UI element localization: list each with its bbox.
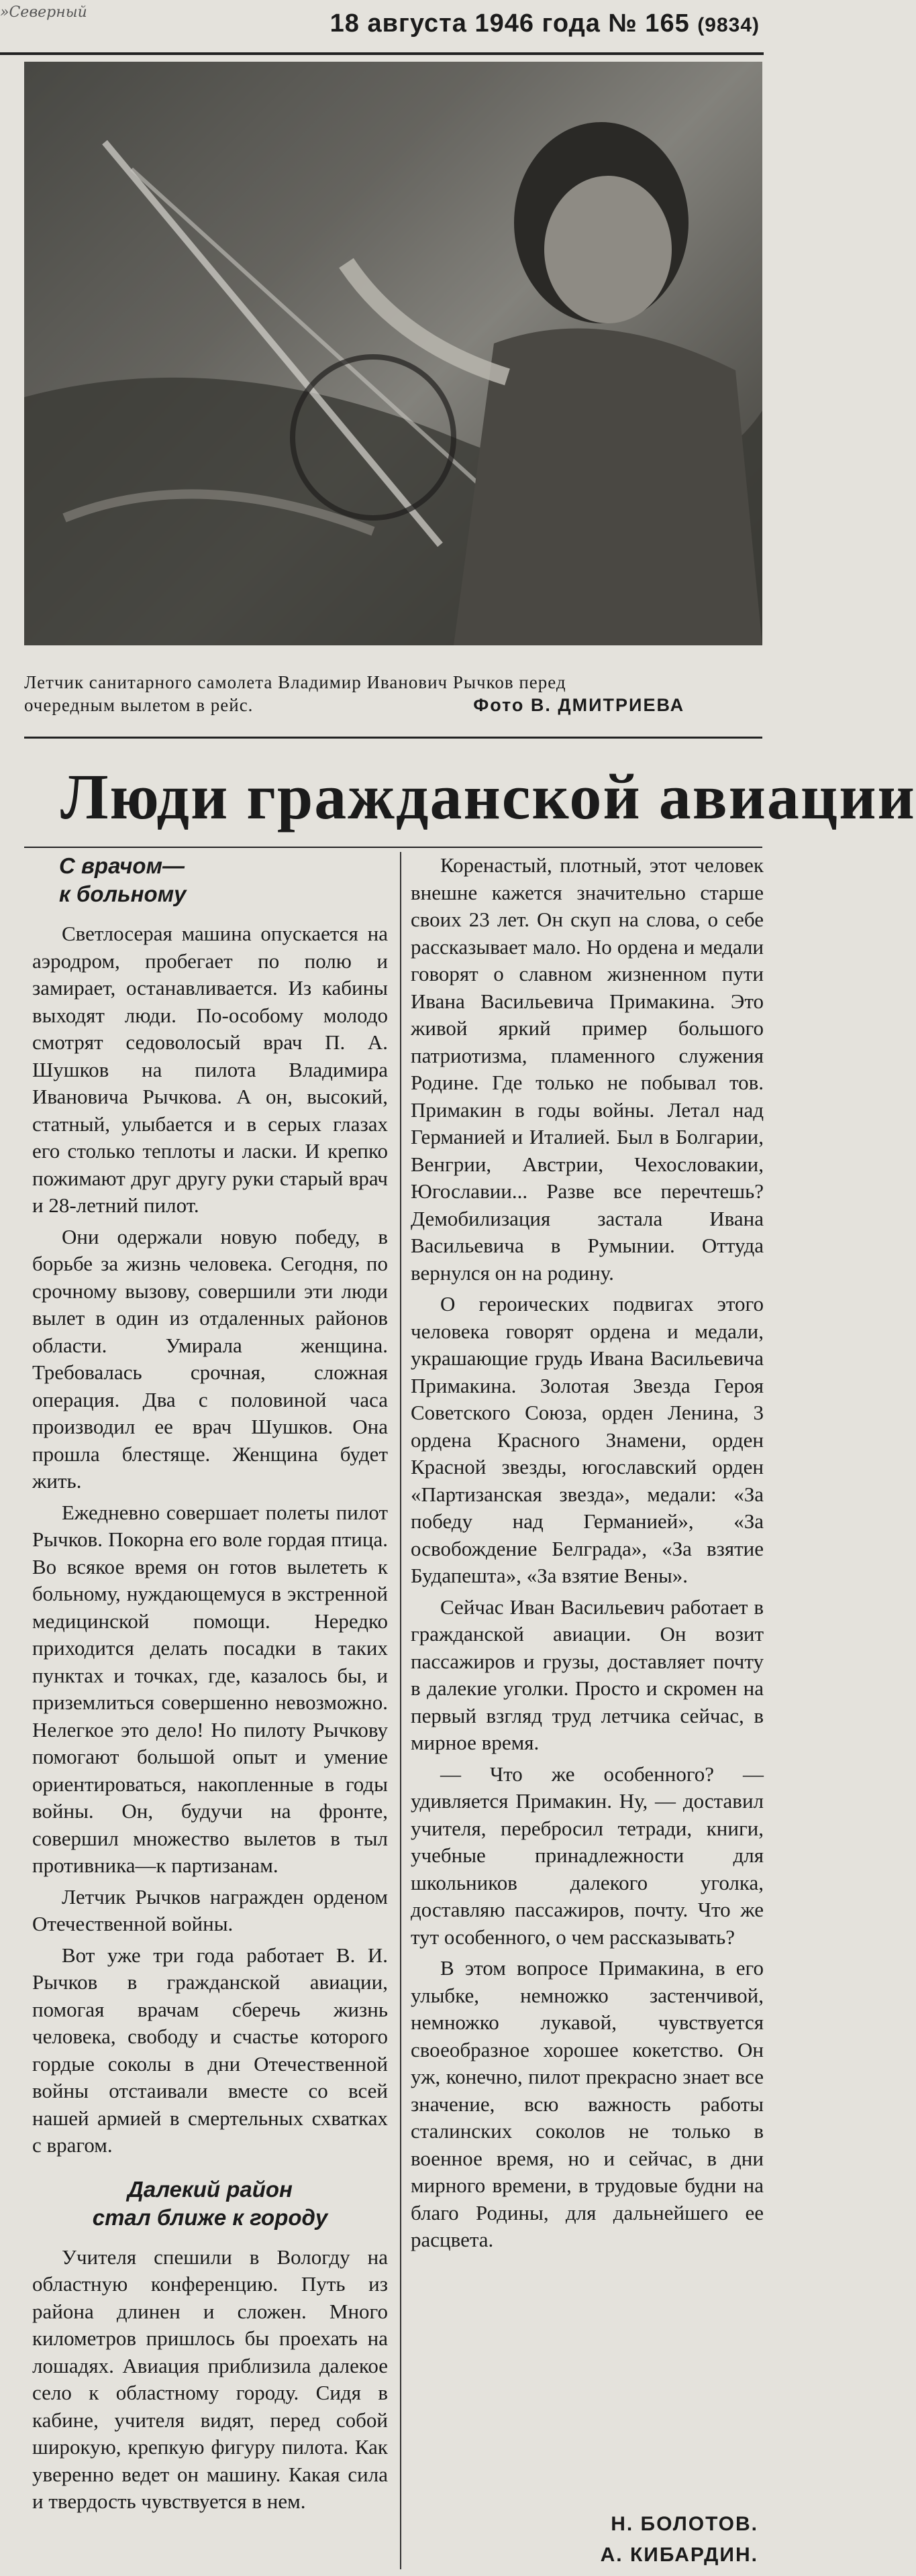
section1-subhead-line1: С врачом— <box>59 853 185 878</box>
article-signatures <box>601 2509 758 2571</box>
section2-paragraph: В этом вопросе Примакина, в его улыбке, немножко застенчивой, немножко лукавой, чувствуется своеобразное хорошее кокетство. Он уж, конечно, пилот прекрасно знает все значение, всю важность работы сталинских соколов не только в военное время, но и сейчас, в дни мирного времени, в трудовые будни на благо Родины, для дальнейшего ее расцвета. <box>411 1956 764 2251</box>
caption-divider <box>24 737 762 739</box>
pilot-photo <box>24 62 762 645</box>
section2-paragraph: О героических подвигах этого человека говорят ордена и медали, украшающие грудь Ивана Васильевича Примакина. Золотая Звезда Героя Советского Союза, орден Ленина, 3 ордена Красного Знамени, орден Красной звезды, югославский орден «Партизанская звезда», медали: «За победу над Германией», «За освобождение Белграда», «За взятие Будапешта», «За взятие Вены». <box>411 1292 764 1587</box>
headline-divider <box>24 847 762 848</box>
photo-caption-line1: Летчик санитарного самолета Владимир Иванович Рычков перед <box>24 672 566 692</box>
signature-author: А. КИБАРДИН. <box>600 2544 758 2566</box>
section1-paragraph: Вот уже три года работает В. И. Рычков в гражданской авиации, помогая врачам сберечь жизнь человека, свободу и счастье которого гордые соколы в дни Отечественной войны отстаивали вместе со всей нашей армией в смертельных схватках с врагом. <box>32 1943 388 2157</box>
article-column-right <box>411 852 764 2258</box>
section1-paragraph: Они одержали новую победу, в борьбе за жизнь человека. Сегодня, по срочному вызову, совершили эти люди вылет в один из отдаленных районов области. Умирала женщина. Требовалась срочная, сложная операция. Два с половиной часа производил ее врач Шушков. Она прошла блестяще. Женщина будет жить. <box>32 1224 388 1493</box>
column-divider <box>400 852 401 2569</box>
section2-paragraph: Учителя спешили в Вологду на областную конференцию. Путь из района длинен и сложен. Много километров пришлось бы проехать на лошадях. Авиация приблизила далекое село к областному городу. Сидя в кабине, учителя видят, перед собой широкую, крепкую фигуру пилота. Как уверенно ведет он машину. Какая сила и твердость чувствуется в нем. <box>32 2245 388 2513</box>
section2-subhead-line2: стал ближе к городу <box>92 2204 328 2230</box>
masthead-fragment: »Северный <box>0 4 87 21</box>
article-headline: Люди гражданской авиации <box>60 761 916 833</box>
section2-paragraph: Сейчас Иван Васильевич работает в гражданской авиации. Он возит пассажиров и грузы, доставляет почту в далекие уголки. Просто и скромен на первый взгляд труд летчика сейчас, в мирное время. <box>411 1595 764 1754</box>
section1-paragraph: Ежедневно совершает полеты пилот Рычков. Покорна его воле гордая птица. Во всякое время он готов вылететь к больному, нуждающемуся в экстренной медицинской помощи. Нередко приходится делать посадки в таких пунктах и точках, где, казалось бы, и приземлиться совершенно невозможно. Нелегкое это дело! Но пилоту Рычкову помогают большой опыт и умение ориентироваться, накопленные в годы войны. Он, будучи на фронте, совершил множество вылетов в тыл противника—к партизанам. <box>32 1500 388 1877</box>
article-column-left <box>32 852 388 2520</box>
pilot-photo-illustration <box>24 62 762 645</box>
signature-author: Н. БОЛОТОВ. <box>611 2513 758 2535</box>
photo-caption-line2-text: очередным вылетом в рейс. <box>24 695 254 715</box>
issue-number: № 165 <box>608 9 690 38</box>
section1-subhead-line2: к больному <box>59 881 187 906</box>
section1-paragraph: Светлосерая машина опускается на аэродром, пробегает по полю и замирает, останавливается. Из кабины выходят люди. По-особому молодо смотрят седоволосый врач П. А. Шушков на пилота Владимира Ивановича Рычкова. А он, высокий, статный, улыбается и в серых глазах его столько теплоты и ласки. И крепко пожимают друг другу руки старый врач и 28-летний пилот. <box>32 922 388 1217</box>
section1-subhead <box>59 852 388 908</box>
photo-credit: Фото В. ДМИТРИЕВА <box>473 695 685 715</box>
section2-subhead <box>32 2176 388 2232</box>
issue-line <box>330 9 760 38</box>
newspaper-header <box>0 0 764 55</box>
photo-caption <box>24 671 762 716</box>
issue-number-extra: (9834) <box>697 14 760 36</box>
issue-date: 18 августа 1946 года <box>329 9 601 38</box>
section2-subhead-line1: Далекий район <box>127 2176 293 2202</box>
section2-paragraph: — Что же особенного? — удивляется Примакин. Ну, — доставил учителя, перебросил тетради, книги, учебные принадлежности для школьников далекого уголка, доставляю пассажиров, почту. Что же тут особенного, о чем рассказывать? <box>411 1762 764 1949</box>
photo-caption-line2 <box>24 694 762 716</box>
section1-paragraph: Летчик Рычков награжден орденом Отечественной войны. <box>32 1884 388 1935</box>
section2-paragraph: Коренастый, плотный, этот человек внешне кажется значительно старше своих 23 лет. Он скуп на слова, о себе рассказывает мало. Но ордена и медали говорят о славном жизненном пути Ивана Васильевича Примакина. Это живой яркий пример большого патриотизма, пламенного служения Родине. Где только не побывал тов. Примакин в годы войны. Летал над Германией и Италией. Был в Болгарии, Венгрии, Австрии, Чехословакии, Югославии... Разве все перечтешь? Демобилизация застала Ивана Васильевича в Румынии. Оттуда вернулся он на родину. <box>411 853 764 1285</box>
